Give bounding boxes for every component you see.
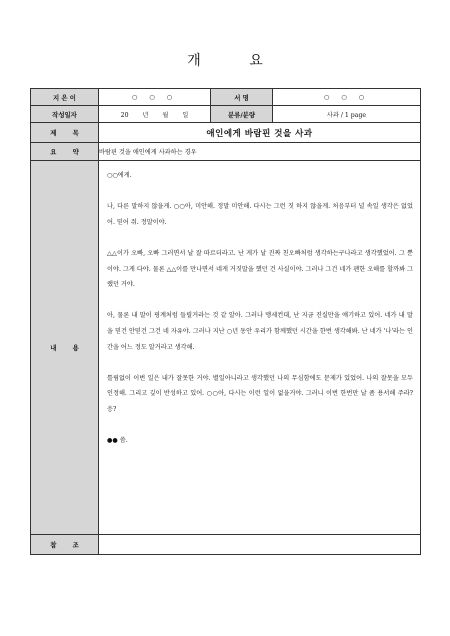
category-value: 사과 / 1 page xyxy=(273,106,421,123)
author-row xyxy=(31,89,421,106)
content-paragraph: △△이가 오빠, 오빠 그러면서 날 잘 따르더라고. 난 게가 날 진짜 친오빠처럼 생각하는구나라고 생각했었어. 그 뿐이야. 그게 다야. 물론 △△이를 만나면서 네게 거짓말을 했던 건 사실이야. 그러나 그건 네가 괜한 오해를 할까봐 그랬던 거야. xyxy=(107,249,413,289)
author-value: ○ ○ ○ xyxy=(99,89,211,106)
content-paragraph: ○○에게. xyxy=(107,172,132,179)
reference-value xyxy=(99,535,421,555)
content-row xyxy=(31,161,421,535)
summary-value: 바람핀 것을 애인에게 사과하는 경우 xyxy=(99,143,421,161)
summary-label: 요 약 xyxy=(31,143,99,161)
content-paragraph: 나, 다른 말하지 않을게. ○○아, 미안해. 정말 미안해. 다시는 그런 짓 하지 않을게. 처음부터 널 속일 생각은 없었어. 믿어 줘. 정말이야. xyxy=(107,203,413,226)
subject-row xyxy=(31,123,421,143)
overview-form xyxy=(30,88,421,555)
date-row xyxy=(31,106,421,123)
reference-row xyxy=(31,535,421,555)
content-signoff: ●● 씀. xyxy=(107,437,128,445)
subject-value: 애인에게 바람핀 것을 사과 xyxy=(99,123,421,143)
author-label: 지 은 이 xyxy=(31,89,99,106)
summary-row xyxy=(31,143,421,161)
content-body xyxy=(99,161,421,535)
content-paragraph: 아, 물론 내 말이 핑계처럼 들릴거라는 것 같 알아. 그러나 맹세컨대, 난 지금 진실만을 얘기하고 있어. 네가 내 말을 믿건 안믿건 그건 네 자유야. 그러나 지난 ○년 동안 우리가 함께했던 시간을 한번 생각해봐. 난 네가 '나'라는 인간을 어느 정도 알거라고 생각해. xyxy=(107,312,413,351)
reference-label: 참 조 xyxy=(31,535,99,555)
page-title: 개 요 xyxy=(187,53,285,69)
category-label: 분류/분량 xyxy=(211,106,273,123)
content-paragraph: 틀림없이 이번 일은 내가 잘못한 거야. 별일아니라고 생각했던 나의 무심함에도 문제가 있었어. 나의 잘못을 모두 인정해. 그리고 깊이 반성하고 있어. ○○아, 다시는 이런 일이 없을거야. 그러니 이번 한번만 날 좀 용서해 주라? 응? xyxy=(107,374,413,413)
date-label: 작성일자 xyxy=(31,106,99,123)
content-label: 내 용 xyxy=(31,161,99,535)
signature-value: ○ ○ ○ xyxy=(273,89,421,106)
signature-label: 서 명 xyxy=(211,89,273,106)
subject-label: 제 목 xyxy=(31,123,99,143)
date-value: 20 년 월 일 xyxy=(99,106,211,123)
